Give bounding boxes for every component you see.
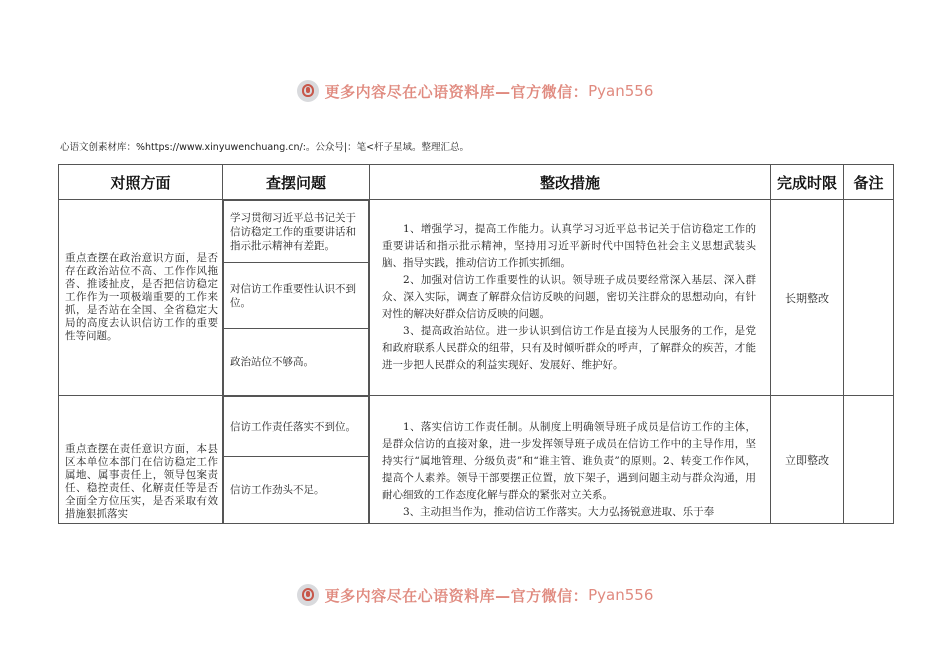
source-line: 心语文创素材库：%https://www.xinyuwenchuang.cn/:。公众号|：笔<杆子星域。整理汇总。 [60,142,470,153]
lightbulb-logo-icon [297,584,319,606]
table-row [59,200,894,396]
rectification-table [58,164,894,524]
header-deadline: 完成时限 [771,165,844,200]
problem-item: 信访工作劲头不足。 [224,457,369,523]
header-row [59,165,894,200]
watermark-text: 更多内容尽在心语资料库—官方微信： [324,586,589,605]
problems-cell [223,200,370,396]
problem-item: 信访工作责任落实不到位。 [224,397,369,457]
remark-cell [844,200,894,396]
problems-list [223,200,369,395]
watermark-text: 更多内容尽在心语资料库—官方微信： [324,82,589,101]
deadline-cell: 长期整改 [771,200,844,396]
watermark-banner-bottom [0,580,950,610]
watermark-banner-top [0,76,950,106]
problems-cell [223,396,370,524]
problem-item: 学习贯彻习近平总书记关于信访稳定工作的重要讲话和指示批示精神有差距。 [224,201,369,263]
measure-paragraph: 1、落实信访工作责任制。从制度上明确领导班子成员是信访工作的主体，是群众信访的直接对象，进一步发挥领导班子成员在信访工作中的主导作用，坚持实行“属地管理、分级负责”和“谁主管、谁负责”的原则。2、转变工作作风，提高个人素养。领导干部要摆正位置，放下架子，遇到问题主动与群众沟通，用耐心细致的工作态度化解与群众的紧张对立关系。 [382,421,756,501]
measure-paragraph: 3、提高政治站位。进一步认识到信访工作是直接为人民服务的工作，是党和政府联系人民群众的纽带，只有及时倾听群众的呼声，了解群众的疾苦，才能进一步把人民群众的利益实现好、发展好、维护好。 [382,325,756,371]
measures-cell [370,396,771,524]
header-aspect: 对照方面 [59,165,223,200]
header-remark: 备注 [844,165,894,200]
remark-cell [844,396,894,524]
header-problem: 查摆问题 [223,165,370,200]
aspect-cell: 重点查摆在政治意识方面，是否存在政治站位不高、工作作风拖沓、推诿扯皮，是否把信访稳定工作作为一项极端重要的工作来抓，是否站在全国、全省稳定大局的高度去认识信访工作的重要性等问题。 [59,200,223,396]
measure-paragraph: 3、主动担当作为，推动信访工作落实。大力弘扬锐意进取、乐于奉 [403,506,715,518]
aspect-cell: 重点查摆在责任意识方面，本县区本单位本部门在信访稳定工作属地、属事责任上，领导包案责任、稳控责任、化解责任等是否全面全方位压实，是否采取有效措施狠抓落实 [59,396,223,524]
problem-item: 对信访工作重要性认识不到位。 [224,263,369,329]
table-row [59,396,894,524]
deadline-cell: 立即整改 [771,396,844,524]
header-measures: 整改措施 [370,165,771,200]
watermark-id: Pyan556 [588,586,654,604]
measure-paragraph: 2、加强对信访工作重要性的认识。领导班子成员要经常深入基层、深入群众、深入实际，调查了解群众信访反映的问题，密切关注群众的思想动向，有针对性的解决好群众信访反映的问题。 [382,274,756,320]
watermark-id: Pyan556 [588,82,654,100]
lightbulb-logo-icon [297,80,319,102]
problems-list [223,396,369,523]
problem-item: 政治站位不够高。 [224,329,369,395]
measure-paragraph: 1、增强学习，提高工作能力。认真学习习近平总书记关于信访稳定工作的重要讲话和指示批示精神，坚持用习近平新时代中国特色社会主义思想武装头脑、指导实践，推动信访工作抓实抓细。 [382,223,756,269]
measures-cell [370,200,771,396]
